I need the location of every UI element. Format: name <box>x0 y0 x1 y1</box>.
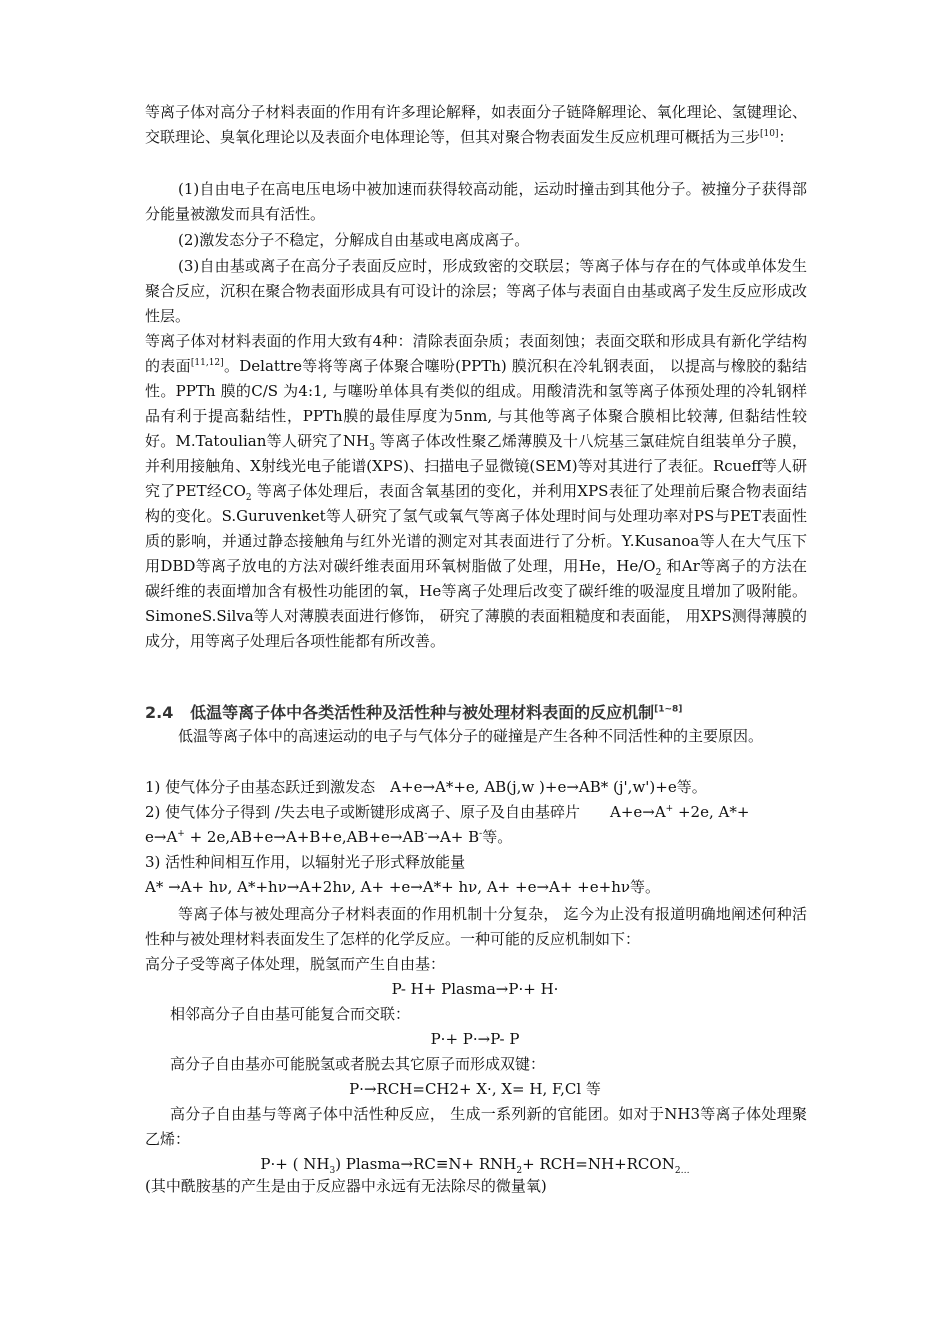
text-step-crosslink: 相邻高分子自由基可能复合而交联： <box>170 1005 411 1023</box>
paragraph-functional-groups: 高分子自由基与等离子体中活性种反应， 生成一系列新的官能团。如对于NH3等离子体处理聚乙烯： <box>145 1105 807 1148</box>
text-step-dehydrogenation: 高分子受等离子体处理，脱氢而产生自由基： <box>145 955 446 973</box>
paragraph-intro: 低温等离子体中的高速运动的电子与气体分子的碰撞是产生各种不同活性种的主要原因。 <box>178 727 764 745</box>
paragraph-step-1: (1)自由电子在高电压电场中被加速而获得较高动能，运动时撞击到其他分子。被撞分子获得部分能量被激发而具有活性。 <box>145 180 807 223</box>
list-item-interaction: 3) 活性种间相互作用，以辐射光子形式释放能量 <box>145 853 466 871</box>
equation-double-bond: P·→RCH=CH2+ X·, X= H, F,Cl 等 <box>349 1080 601 1098</box>
citation-ref: [11,12] <box>190 358 224 368</box>
list-item-excitation: 1) 使气体分子由基态跃迁到激发态 A+e→A*+e, AB(j,w )+e→AB* (j',w')+e等。 <box>145 778 707 796</box>
equation-dehydrogenation: P- H+ Plasma→P·+ H· <box>391 980 559 998</box>
list-item-ionization: 2) 使气体分子得到 /失去电子或断键形成离子、原子及自由基碎片 A+e→A+ +2e, A*+ e→A+ + 2e,AB+e→A+B+e,AB+e→AB-→A+ B-等。 <box>145 803 750 846</box>
equation-nh3-plasma: P·+ ( $NH_3$) Plasma→RC≡N+ $RNH_2+$ $RCH=NH+RCON_{2\dots}$ <box>260 1155 690 1176</box>
citation-ref: [1~8] <box>654 704 683 715</box>
paragraph-step-2: (2)激发态分子不稳定，分解成自由基或电离成离子。 <box>178 231 530 249</box>
paragraph-mechanism-intro: 等离子体与被处理高分子材料表面的作用机制十分复杂， 迄今为止没有报道明确地阐述何种活性种与被处理材料表面发生了怎样的化学反应。一种可能的反应机制如下： <box>145 905 807 948</box>
equation-radiation: A* →A+ hν, A*+hν→A+2hν, A+ +e→A*+ hν, A+ +e→A+ +e+hν等。 <box>145 878 660 896</box>
paragraph-surface-effects: 等离子体对材料表面的作用大致有4种：清除表面杂质；表面刻蚀；表面交联和形成具有新化学结构的表面[11,12]。Delattre等将等离子体聚合噻吩(PPTh) 膜沉积在冷轧钢表面， 以提高与橡胶的黏结性。PPTh 膜的C/S 为4:1, 与噻吩单体具有类似的组成。用酸清洗和氢等离子体预处理的冷轧钢样品有利于提高黏结性，PPTh膜的最佳厚度为5nm, 与其他等离子体聚合膜相比较薄, 但黏结性较好。M.Tatoulian等人研究了$NH_3$ 等离子体改性聚乙烯薄膜及十八烷基三氯硅烷自组装单分子膜，并利用接触角、X射线光电子能谱(XPS)、扫描电子显微镜(SEM)等对其进行了表征。Rcueff等人研究了PET经$CO_2$ 等离子体处理后，表面含氧基团的变化，并利用XPS表征了处理前后聚合物表面结构的变化。S.Guruvenket等人研究了氢气或氧气等离子体处理时间与处理功率对PS与PET表面性质的影响，并通过静态接触角与红外光谱的测定对其表面进行了分析。Y.Kusanoa等人在大气压下用DBD等离子放电的方法对碳纤维表面用环氧树脂做了处理，用He，$He/O_2$ 和Ar等离子的方法在碳纤维的表面增加含有极性功能团的氧，He等离子处理后改变了碳纤维的吸湿度且增加了吸附能。 SimoneS.Silva等人对薄膜表面进行修饰， 研究了薄膜的表面粗糙度和表面能， 用XPS测得薄膜的成分，用等离子处理后各项性能都有所改善。 <box>145 332 807 650</box>
text-step-double-bond: 高分子自由基亦可能脱氢或者脱去其它原子而形成双键： <box>170 1055 546 1073</box>
section-heading: 2.4 低温等离子体中各类活性种及活性种与被处理材料表面的反应机制[1~8] <box>145 703 683 722</box>
paragraph-mechanism-theories: 等离子体对高分子材料表面的作用有许多理论解释，如表面分子链降解理论、氧化理论、氢键理论、交联理论、臭氧化理论以及表面介电体理论等，但其对聚合物表面发生反应机理可概括为三步[10]： <box>145 103 807 146</box>
citation-ref: [10] <box>760 129 779 139</box>
paragraph-step-3: (3)自由基或离子在高分子表面反应时，形成致密的交联层；等离子体与存在的气体或单体发生聚合反应，沉积在聚合物表面形成具有可设计的涂层；等离子体与表面自由基或离子发生反应形成改性层。 <box>145 257 807 325</box>
equation-crosslink: P·+ P·→P- P <box>430 1030 520 1048</box>
note-amide-origin: (其中酰胺基的产生是由于反应器中永远有无法除尽的微量氧) <box>145 1177 547 1195</box>
